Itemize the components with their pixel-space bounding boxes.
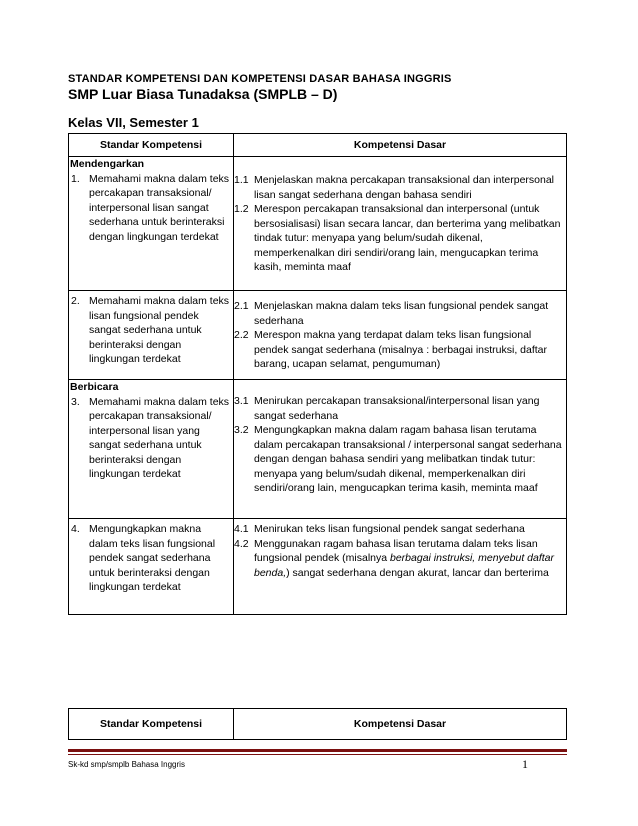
kd-cell: [234, 380, 567, 519]
sk-item: [69, 395, 233, 482]
sk-number: 1.: [71, 172, 80, 185]
kd-item: [234, 328, 564, 372]
class-semester: Kelas VII, Semester 1: [68, 115, 199, 130]
table-row: [69, 157, 567, 291]
kd-number: 2.1: [234, 300, 249, 312]
sk-item: [69, 291, 233, 367]
table-header-row: [69, 709, 567, 740]
kd-text: Menjelaskan makna percakapan transaksional dan interpersonal lisan sangat sederhana dengan bahasa sendiri: [254, 174, 555, 201]
header-kompetensi-dasar: Kompetensi Dasar: [234, 134, 567, 157]
kd-text: Menjelaskan makna dalam teks lisan fungsional pendek sangat sederhana: [254, 300, 549, 327]
kd-text: Merespon percakapan transaksional dan interpersonal (untuk bersosialisasi) lisan secara lancar, dan berterima yang melibatkan tindak tutur: menyapa yang belum/sudah dikenal, memperkenalkan diri sendiri/orang lain, mengucapkan terima kasih, meminta maaf: [254, 203, 561, 273]
kd-number: 1.1: [234, 174, 249, 186]
footer-rule-thin: [68, 754, 567, 755]
kd-cell: [234, 291, 567, 380]
table-row: [69, 291, 567, 380]
kd-item: [234, 394, 564, 423]
table-row: [69, 519, 567, 615]
kd-text: Mengungkapkan makna dalam ragam bahasa lisan terutama dalam percakapan transaksional / interpersonal sangat sederhana dengan dengan bahasa sendiri yang melibatkan tindak tutur: menyapa yang belum/sudah dikenal, memperkenalkan diri sendiri/orang lain, mengucapkan terima kasih, meminta maaf: [254, 424, 562, 494]
sk-cell: [69, 157, 234, 291]
kd-text-part: ) sangat sederhana dengan akurat, lancar dan berterima: [286, 566, 549, 579]
kd-item: [234, 423, 564, 496]
footer-rule-thick: [68, 749, 567, 752]
kd-number: 1.2: [234, 203, 249, 215]
sk-text: Memahami makna dalam teks percakapan transaksional/ interpersonal lisan yang sangat sederhana untuk berinteraksi dengan lingkungan terdekat: [89, 395, 230, 480]
header-standar-kompetensi: Standar Kompetensi: [69, 134, 234, 157]
kd-number: 4.1: [234, 523, 249, 535]
kd-number: 4.2: [234, 537, 249, 550]
page-number: 1: [522, 757, 528, 771]
sk-cell: [69, 519, 234, 615]
sk-cell: [69, 380, 234, 519]
kd-number: 2.2: [234, 329, 249, 341]
sk-text: Memahami makna dalam teks percakapan transaksional/ interpersonal lisan sangat sederhana untuk berinteraksi dengan lingkungan terdekat: [89, 172, 230, 243]
kd-text: Menirukan teks lisan fungsional pendek sangat sederhana: [254, 523, 525, 535]
kd-text-italic: berbagai instruksi, menyebut daftar benda,: [254, 552, 555, 579]
sk-number: 4.: [71, 523, 80, 535]
kd-text: [254, 537, 564, 581]
school-name: SMP Luar Biasa Tunadaksa (SMPLB – D): [68, 86, 338, 102]
table-header-row: [69, 134, 567, 157]
kd-number: 3.2: [234, 424, 249, 436]
kd-text: Menirukan percakapan transaksional/interpersonal lisan yang sangat sederhana: [254, 395, 540, 422]
header-standar-kompetensi: Standar Kompetensi: [69, 709, 234, 740]
kd-item: [234, 202, 564, 275]
sk-text: Mengungkapkan makna dalam teks lisan fungsional pendek sangat sederhana untuk berinteraksi dengan lingkungan terdekat: [89, 523, 216, 593]
header-kompetensi-dasar: Kompetensi Dasar: [234, 709, 567, 740]
kd-item: [234, 522, 564, 537]
kd-text: Merespon makna yang terdapat dalam teks lisan fungsional pendek sangat sederhana (misalnya : berbagai instruksi, daftar barang, ucapan selamat, pengumuman): [254, 329, 548, 370]
kd-item: [234, 537, 564, 581]
competency-table: [68, 133, 567, 615]
document-title: STANDAR KOMPETENSI DAN KOMPETENSI DASAR BAHASA INGGRIS: [68, 73, 452, 85]
sk-text: Memahami makna dalam teks lisan fungsional pendek sangat sederhana untuk berinteraksi dengan lingkungan terdekat: [89, 295, 230, 365]
kd-item: [234, 173, 564, 202]
sk-cell: [69, 291, 234, 380]
sk-item: [69, 519, 233, 595]
section-heading-berbicara: Berbicara: [70, 381, 119, 393]
kd-text-part: Menggunakan ragam bahasa lisan terutama dalam teks lisan fungsional pendek (misalnya: [254, 537, 538, 564]
footer-text: Sk-kd smp/smplb Bahasa Inggris: [68, 760, 185, 769]
kd-cell: [234, 157, 567, 291]
kd-item: [234, 299, 564, 328]
kd-number: 3.1: [234, 395, 249, 407]
kd-cell: [234, 519, 567, 615]
sk-item: [69, 172, 233, 245]
section-heading-mendengarkan: Mendengarkan: [70, 158, 145, 170]
sk-number: 2.: [71, 295, 80, 307]
table-row: [69, 380, 567, 519]
continuation-table-header: [68, 708, 567, 740]
sk-number: 3.: [71, 395, 80, 408]
